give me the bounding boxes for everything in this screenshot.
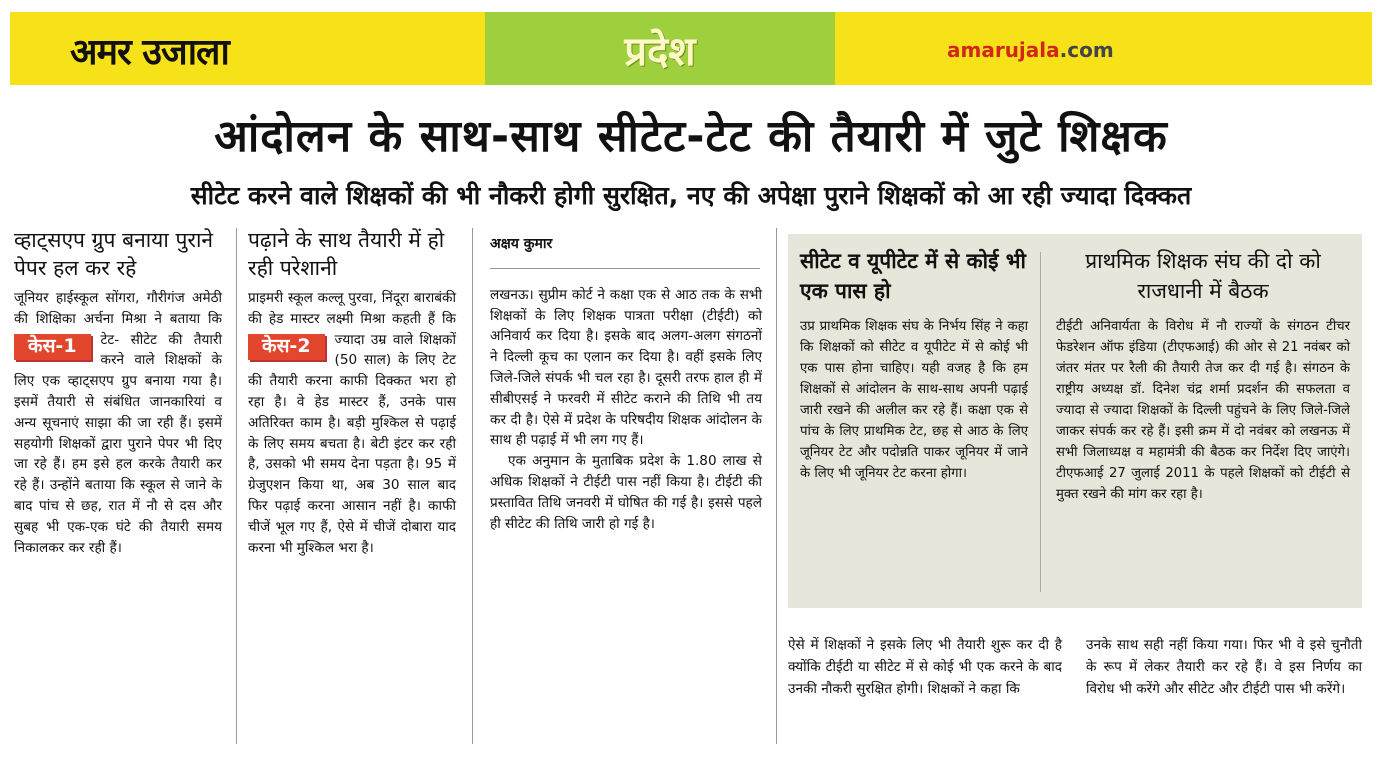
brand-logo: अमर उजाला [70, 31, 229, 73]
main-story-column [490, 226, 762, 534]
box-left-column [800, 246, 1028, 484]
site-url [947, 38, 1114, 62]
column-divider [472, 228, 473, 744]
main-story-continuation-1: ऐसे में शिक्षकों ने इसके लिए भी तैयारी शुरू कर दी है क्योंकि टीईटी या सीटेट में से कोई भी एक करने के बाद उनकी नौकरी सुरक्षित होगी। शिक्षकों ने कहा कि [788, 637, 1062, 697]
subheadline: सीटेट करने वाले शिक्षकों की भी नौकरी होगी सुरक्षित, नए की अपेक्षा पुराने शिक्षकों को आ रही ज्यादा दिक्कत [190, 181, 1192, 210]
byline: अक्षय कुमार [490, 236, 553, 252]
box-left-text: उप्र प्राथमिक शिक्षक संघ के निर्भय सिंह ने कहा कि शिक्षकों को सीटेट व यूपीटेट में से कोई भी एक पास होना चाहिए। यही वजह है कि हम शिक्षकों से आंदोलन के साथ-साथ अपनी पढ़ाई जारी रखने की अलील कर रहे हैं। कक्षा एक से पांच के लिए प्राथमिक टेट, छह से आठ के लिए जूनियर टेट और पदोन्नति पाकर जूनियर में जाने के लिए भी जूनियर टेट करना होगा। [800, 319, 1028, 481]
main-story-para1: लखनऊ। सुप्रीम कोर्ट ने कक्षा एक से आठ तक के सभी शिक्षकों के लिए शिक्षक पात्रता परीक्षा (टीईटी) को अनिवार्य कर दिया है। इसके बाद अलग-अलग संगठनों ने दिल्ली कूच का एलान कर दिया है। वहीं इसके लिए जिले-जिले संपर्क भी चल रहा है। दूसरी तरफ हाल ही में सीबीएसई ने फरवरी में सीटेट कराने की तिथि भी तय कर दी है। ऐसे में प्रदेश के परिषदीय शिक्षक आंदोलन के साथ ही पढ़ाई में भी लग गए हैं। [490, 286, 762, 449]
headline: आंदोलन के साथ-साथ सीटेट-टेट की तैयारी में जुटे शिक्षक [214, 111, 1168, 162]
main-story-continuation-2: उनके साथ सही नहीं किया गया। फिर भी वे इसे चुनौती के रूप में लेकर तैयारी कर रहे हैं। वे इस निर्णय का विरोध भी करेंगे और सीटेट और टीईटी पास भी करेंगे। [1086, 637, 1362, 697]
site-url-name: amarujala [947, 38, 1060, 62]
case2-heading: पढ़ाने के साथ तैयारी में हो रही परेशानी [248, 228, 445, 280]
box-left-heading: सीटेट व यूपीटेट में से कोई भी एक पास हो [800, 249, 1026, 303]
masthead-url-panel [835, 12, 1372, 85]
case2-tag: केस-2 [248, 334, 325, 361]
site-url-tld: .com [1059, 38, 1114, 62]
byline-rule [490, 268, 760, 269]
case1-text-after: सीटेट की तैयारी करने वाले शिक्षकों के लिए एक व्हाट्सएप ग्रुप बनाया गया है। इसमें तैयारी से संबंधित जानकारियां व अन्य सूचनाएं साझा की जा रही हैं। इसमें सहयोगी शिक्षकों द्वारा पुराने पेपर भी दिए जा रहे हैं। हम इसे हल करके तैयारी कर रहे हैं। उन्होंने बताया कि स्कूल से जाने के बाद पांच से छह, रात में नौ से दस और सुबह भी एक-एक घंटे की तैयारी समय निकालकर कर रही हैं। [14, 331, 223, 556]
case2-text-after: उम्र वाले शिक्षकों (50 साल) के लिए टेट की तैयारी करना काफी दिक्कत भरा हो रहा है। वे हेड मास्टर हैं, उनके पास अतिरिक्त काम है। बड़ी मुश्किल से पढ़ाई के लिए समय बचता है। बेटी इंटर कर रही है, उसको भी समय देना पड़ता है। 95 में ग्रेजुएशन किया था, अब 30 साल बाद फिर पढ़ाई करना आसान नहीं है। काफी चीजें भूल गए हैं, ऐसे में चीजें दोबारा याद करना भी मुश्किल भरा है। [248, 331, 456, 556]
masthead-brand-panel [10, 12, 485, 85]
sidebar-box [788, 234, 1362, 608]
case1-column [14, 226, 222, 558]
case1-tag: केस-1 [14, 334, 91, 361]
box-right-heading: प्राथमिक शिक्षक संघ की दो को राजधानी में बैठक [1085, 249, 1321, 303]
case1-heading: व्हाट्सएप ग्रुप बनाया पुराने पेपर हल कर रहे [14, 228, 214, 280]
case2-text-before: प्राइमरी स्कूल कल्लू पुरवा, निंदूरा बाराबंकी की हेड मास्टर लक्ष्मी मिश्रा कहती हैं कि ज्यादा [248, 290, 456, 348]
case2-column [248, 226, 456, 558]
box-right-column [1056, 246, 1350, 505]
column-divider [236, 228, 237, 744]
section-name: प्रदेश [624, 29, 696, 75]
case1-body [14, 288, 222, 558]
column-divider [776, 228, 777, 744]
box-divider [1040, 252, 1041, 592]
masthead [10, 12, 1372, 85]
case2-body [248, 288, 456, 558]
case1-text-before: जूनियर हाईस्कूल सोंगरा, गौरीगंज अमेठी की शिक्षिका अर्चना मिश्रा ने बताया कि टेट- [14, 290, 222, 348]
box-right-text: टीईटी अनिवार्यता के विरोध में नौ राज्यों के संगठन टीचर फेडरेशन ऑफ इंडिया (टीएफआई) की ओर से 21 नवंबर को जंतर मंतर पर रैली की तैयारी तेज कर दी गई है। संगठन के राष्ट्रीय अध्यक्ष डॉ. दिनेश चंद्र शर्मा प्रदर्शन की सफलता व ज्यादा से ज्यादा शिक्षकों के दिल्ली पहुंचने के लिए जिले-जिले जाकर संपर्क कर रहे हैं। इसी क्रम में दो नवंबर को लखनऊ में सभी जिलाध्यक्ष व महामंत्री की बैठक कर निर्देश दिए जाएंगे। टीएफआई 27 जुलाई 2011 के पहले शिक्षकों को टीईटी से मुक्त रखने की मांग कर रहा है। [1056, 319, 1350, 502]
main-story-para2: एक अनुमान के मुताबिक प्रदेश के 1.80 लाख से अधिक शिक्षकों ने टीईटी पास नहीं किया है। टीईटी की प्रस्तावित तिथि जनवरी में घोषित की गई है। इससे पहले ही सीटेट की तिथि जारी हो गई है। [490, 453, 762, 532]
masthead-section-panel [485, 12, 835, 85]
